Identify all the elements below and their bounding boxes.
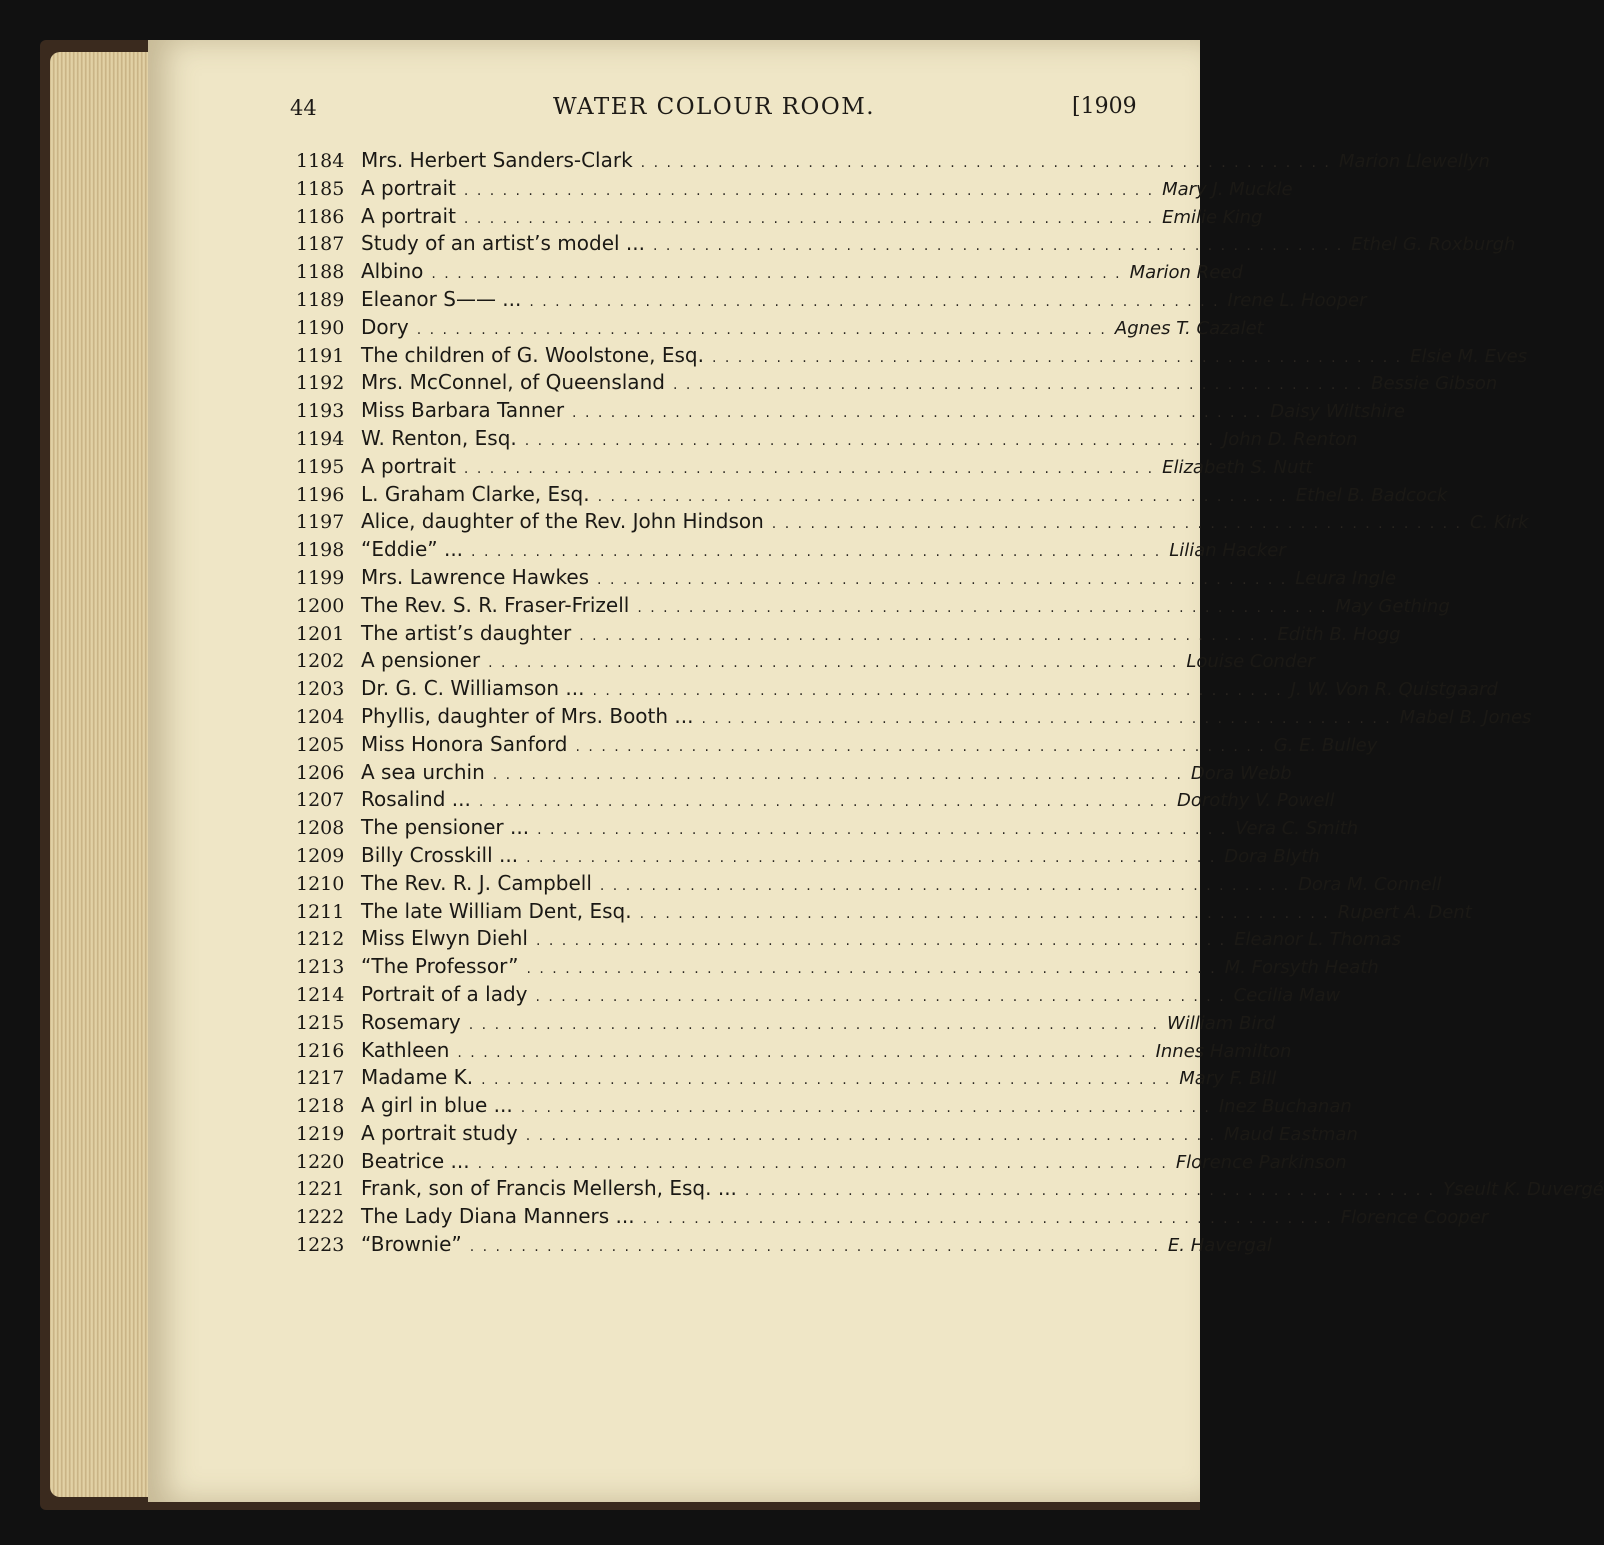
entry-title: Study of an artist’s model ... (361, 231, 646, 256)
dot-leader: . . . . . . . . . . . . . . . . . . . . . . . . . . . . . . . . . . . . . . . . . . . . . . . . . . . . . . (637, 599, 1328, 616)
entry-number: 1198 (296, 539, 345, 562)
entry-title: A portrait study (361, 1120, 518, 1145)
entry-title: “Eddie” ... (361, 537, 464, 562)
entry-number: 1185 (296, 177, 345, 200)
entry-artist: Dora M. Connell (1298, 873, 1442, 895)
catalogue-entry (296, 620, 1401, 649)
catalogue-entry (296, 926, 1401, 954)
entry-artist: Elsie M. Eves (1410, 345, 1528, 367)
entry-number: 1196 (296, 483, 345, 506)
dot-leader: . . . . . . . . . . . . . . . . . . . . . . . . . . . . . . . . . . . . . . . . . . . . . . . . . . . . . . (469, 1239, 1160, 1256)
catalogue-entry (296, 259, 1243, 287)
catalogue-entry (296, 481, 1448, 510)
dot-leader: . . . . . . . . . . . . . . . . . . . . . . . . . . . . . . . . . . . . . . . . . . . . . . . . . . . . . . (481, 1072, 1172, 1089)
entry-number: 1214 (296, 983, 345, 1006)
catalogue-entry (296, 564, 1397, 593)
entry-artist: Cecilia Maw (1233, 984, 1341, 1006)
running-head (148, 92, 1200, 132)
entry-artist: Lilian Hacker (1169, 540, 1286, 562)
entry-number: 1223 (296, 1234, 345, 1257)
dot-leader: . . . . . . . . . . . . . . . . . . . . . . . . . . . . . . . . . . . . . . . . . . . . . . . . . . . . . . (597, 571, 1288, 588)
catalogue-entry (296, 787, 1335, 815)
entry-number: 1193 (296, 400, 345, 423)
dot-leader: . . . . . . . . . . . . . . . . . . . . . . . . . . . . . . . . . . . . . . . . . . . . . . . . . . . . . . (471, 544, 1162, 561)
entry-artist: Dora Blyth (1224, 845, 1320, 867)
dot-leader: . . . . . . . . . . . . . . . . . . . . . . . . . . . . . . . . . . . . . . . . . . . . . . . . . . . . . . (597, 488, 1288, 505)
entry-title: Eleanor S—— ... (361, 286, 522, 311)
dot-leader: . . . . . . . . . . . . . . . . . . . . . . . . . . . . . . . . . . . . . . . . . . . . . . . . . . . . . . (526, 849, 1217, 866)
entry-title: Miss Barbara Tanner (361, 398, 565, 423)
catalogue-entry (296, 1148, 1347, 1177)
entry-number: 1188 (296, 261, 345, 284)
entry-artist: Louise Conder (1186, 651, 1315, 673)
entry-artist: May Gething (1335, 595, 1450, 617)
dot-leader: . . . . . . . . . . . . . . . . . . . . . . . . . . . . . . . . . . . . . . . . . . . . . . . . . . . . . . (592, 683, 1283, 700)
entry-number: 1201 (296, 622, 345, 645)
entry-title: A sea urchin (361, 759, 485, 784)
dot-leader: . . . . . . . . . . . . . . . . . . . . . . . . . . . . . . . . . . . . . . . . . . . . . . . . . . . . . . (416, 321, 1107, 338)
entry-artist: Ethel B. Badcock (1295, 484, 1448, 506)
entry-number: 1203 (296, 678, 345, 701)
entry-title: “Brownie” (361, 1232, 462, 1257)
entry-artist: Mabel B. Jones (1399, 706, 1532, 728)
catalogue-entry (296, 870, 1442, 899)
entry-title: Beatrice ... (361, 1148, 470, 1173)
dot-leader: . . . . . . . . . . . . . . . . . . . . . . . . . . . . . . . . . . . . . . . . . . . . . . . . . . . . . . (572, 405, 1263, 422)
entry-number: 1206 (296, 761, 345, 784)
entry-artist: William Bird (1166, 1012, 1276, 1034)
catalogue-entry (296, 1093, 1352, 1121)
entry-number: 1219 (296, 1122, 345, 1145)
entry-number: 1195 (296, 455, 345, 478)
entry-artist: C. Kirk (1469, 512, 1529, 534)
catalogue-page (148, 40, 1604, 1502)
dot-leader: . . . . . . . . . . . . . . . . . . . . . . . . . . . . . . . . . . . . . . . . . . . . . . . . . . . . . . (492, 766, 1183, 783)
entry-title: A portrait (361, 203, 456, 228)
entry-number: 1191 (296, 344, 345, 367)
dot-leader: . . . . . . . . . . . . . . . . . . . . . . . . . . . . . . . . . . . . . . . . . . . . . . . . . . . . . . (599, 877, 1291, 894)
entry-title: W. Renton, Esq. (361, 425, 517, 450)
entry-title: The pensioner ... (361, 815, 530, 840)
catalogue-entry (296, 898, 1472, 927)
entry-artist: Daisy Wiltshire (1270, 401, 1405, 423)
dot-leader: . . . . . . . . . . . . . . . . . . . . . . . . . . . . . . . . . . . . . . . . . . . . . . . . . . . . . . (463, 182, 1155, 199)
catalogue-entry (296, 954, 1379, 982)
entry-title: Alice, daughter of the Rev. John Hindson (361, 509, 764, 534)
entry-title: Frank, son of Francis Mellersh, Esq. ... (361, 1176, 737, 1201)
catalogue-entry (296, 175, 1293, 204)
entry-artist: Emilie King (1162, 206, 1263, 228)
entry-title: Portrait of a lady (361, 981, 528, 1006)
dot-leader: . . . . . . . . . . . . . . . . . . . . . . . . . . . . . . . . . . . . . . . . . . . . . . . . . . . . . . (642, 1211, 1333, 1228)
dot-leader: . . . . . . . . . . . . . . . . . . . . . . . . . . . . . . . . . . . . . . . . . . . . . . . . . . . . . . (457, 1044, 1148, 1061)
dot-leader: . . . . . . . . . . . . . . . . . . . . . . . . . . . . . . . . . . . . . . . . . . . . . . . . . . . . . . (744, 1183, 1436, 1200)
dot-leader: . . . . . . . . . . . . . . . . . . . . . . . . . . . . . . . . . . . . . . . . . . . . . . . . . . . . . . (701, 710, 1392, 727)
catalogue-entry (296, 370, 1498, 398)
section-title: WATER COLOUR ROOM. (553, 94, 876, 120)
entry-artist: Florence Parkinson (1175, 1151, 1347, 1173)
catalogue-entry (296, 1009, 1276, 1038)
entry-artist: Mary F. Bill (1179, 1068, 1277, 1090)
entry-title: The Rev. S. R. Fraser-Frizell (361, 592, 630, 617)
entry-title: “The Professor” (361, 954, 519, 979)
page-number: 44 (290, 96, 317, 120)
entry-title: Mrs. Herbert Sanders-Clark (361, 148, 633, 172)
entry-artist: Yseult K. Duvergé (1443, 1179, 1604, 1201)
entry-number: 1207 (296, 789, 345, 812)
catalogue-entry (296, 759, 1292, 788)
catalogue-entry (296, 148, 1490, 176)
dot-leader: . . . . . . . . . . . . . . . . . . . . . . . . . . . . . . . . . . . . . . . . . . . . . . . . . . . . . . (711, 349, 1403, 366)
catalogue-entry (296, 342, 1528, 371)
entry-artist: J. W. Von R. Quistgaard (1290, 679, 1498, 701)
catalogue-entry (296, 286, 1367, 315)
entry-title: L. Graham Clarke, Esq. (361, 481, 590, 506)
entry-number: 1199 (296, 566, 345, 589)
dot-leader: . . . . . . . . . . . . . . . . . . . . . . . . . . . . . . . . . . . . . . . . . . . . . . . . . . . . . . (537, 822, 1228, 839)
entry-number: 1209 (296, 844, 345, 867)
entry-number: 1202 (296, 650, 345, 673)
entry-number: 1192 (296, 372, 345, 395)
catalogue-entry (296, 425, 1358, 454)
entry-artist: Marion Reed (1129, 262, 1243, 284)
entry-number: 1222 (296, 1206, 345, 1229)
entry-artist: Marion Llewellyn (1338, 151, 1490, 172)
entry-artist: Irene L. Hooper (1227, 289, 1367, 311)
entry-number: 1194 (296, 427, 345, 450)
entry-artist: M. Forsyth Heath (1224, 957, 1379, 979)
entry-number: 1189 (296, 288, 345, 311)
entry-title: Dory (361, 314, 409, 339)
entry-artist: Agnes T. Cazalet (1114, 317, 1264, 339)
entry-title: Madame K. (361, 1065, 474, 1090)
dot-leader: . . . . . . . . . . . . . . . . . . . . . . . . . . . . . . . . . . . . . . . . . . . . . . . . . . . . . . (639, 905, 1330, 922)
entry-number: 1205 (296, 733, 345, 756)
entry-number: 1218 (296, 1095, 345, 1118)
entry-title: The late William Dent, Esq. (361, 898, 632, 923)
entry-title: Phyllis, daughter of Mrs. Booth ... (361, 703, 694, 728)
dot-leader: . . . . . . . . . . . . . . . . . . . . . . . . . . . . . . . . . . . . . . . . . . . . . . . . . . . . . . (771, 516, 1462, 533)
entry-artist: Innes Hamilton (1155, 1040, 1292, 1062)
catalogue-entry (296, 1120, 1358, 1149)
entry-artist: G. E. Bulley (1273, 734, 1378, 756)
entry-number: 1204 (296, 705, 345, 728)
entry-artist: Dorothy V. Powell (1177, 790, 1335, 812)
entry-title: Kathleen (361, 1037, 450, 1062)
entry-title: A pensioner (361, 648, 481, 673)
catalogue-entry (296, 648, 1315, 676)
entry-number: 1213 (296, 956, 345, 979)
catalogue-entries (296, 148, 1604, 1260)
year-marker: [1909 (1072, 94, 1137, 119)
catalogue-entry (296, 592, 1450, 621)
catalogue-entry (296, 398, 1405, 426)
entry-number: 1220 (296, 1150, 345, 1173)
entry-title: A girl in blue ... (361, 1093, 513, 1118)
catalogue-entry (296, 203, 1263, 232)
entry-title: The Lady Diana Manners ... (361, 1204, 635, 1229)
entry-number: 1211 (296, 900, 345, 923)
entry-title: Billy Crosskill ... (361, 842, 519, 867)
catalogue-entry (296, 815, 1359, 843)
entry-title: Mrs. McConnel, of Queensland (361, 370, 665, 395)
entry-number: 1210 (296, 872, 345, 895)
dot-leader: . . . . . . . . . . . . . . . . . . . . . . . . . . . . . . . . . . . . . . . . . . . . . . . . . . . . . . (488, 655, 1179, 672)
entry-artist: Maud Eastman (1223, 1123, 1358, 1145)
dot-leader: . . . . . . . . . . . . . . . . . . . . . . . . . . . . . . . . . . . . . . . . . . . . . . . . . . . . . . (477, 1155, 1168, 1172)
catalogue-entry (296, 509, 1529, 537)
entry-artist: Vera C. Smith (1235, 818, 1359, 840)
entry-title: Rosalind ... (361, 787, 471, 812)
entry-artist: Elizabeth S. Nutt (1162, 456, 1313, 478)
dot-leader: . . . . . . . . . . . . . . . . . . . . . . . . . . . . . . . . . . . . . . . . . . . . . . . . . . . . . . (468, 1016, 1159, 1033)
entry-title: Miss Honora Sanford (361, 731, 568, 756)
dot-leader: . . . . . . . . . . . . . . . . . . . . . . . . . . . . . . . . . . . . . . . . . . . . . . . . . . . . . . (431, 266, 1122, 283)
entry-artist: E. Havergal (1167, 1235, 1272, 1257)
entry-artist: Ethel G. Roxburgh (1351, 234, 1516, 256)
dot-leader: . . . . . . . . . . . . . . . . . . . . . . . . . . . . . . . . . . . . . . . . . . . . . . . . . . . . . . (535, 988, 1226, 1005)
catalogue-entry (296, 676, 1498, 704)
entry-title: Rosemary (361, 1009, 461, 1034)
entry-number: 1190 (296, 316, 345, 339)
entry-number: 1217 (296, 1067, 345, 1090)
entry-artist: John D. Renton (1222, 428, 1358, 450)
dot-leader: . . . . . . . . . . . . . . . . . . . . . . . . . . . . . . . . . . . . . . . . . . . . . . . . . . . . . . (529, 293, 1220, 310)
entry-number: 1215 (296, 1011, 345, 1034)
catalogue-entry (296, 981, 1341, 1010)
dot-leader: . . . . . . . . . . . . . . . . . . . . . . . . . . . . . . . . . . . . . . . . . . . . . . . . . . . . . . (524, 432, 1215, 449)
dot-leader: . . . . . . . . . . . . . . . . . . . . . . . . . . . . . . . . . . . . . . . . . . . . . . . . . . . . . . (653, 238, 1344, 255)
entry-title: A portrait (361, 175, 456, 200)
entry-artist: Inez Buchanan (1218, 1096, 1352, 1118)
entry-title: Dr. G. C. Williamson ... (361, 676, 585, 701)
entry-artist: Rupert A. Dent (1337, 901, 1472, 923)
entry-number: 1200 (296, 594, 345, 617)
catalogue-entry (296, 842, 1320, 871)
entry-number: 1184 (296, 150, 345, 172)
entry-title: A portrait (361, 453, 456, 478)
entry-artist: Mary J. Muckle (1162, 178, 1293, 200)
catalogue-entry (296, 703, 1532, 732)
dot-leader: . . . . . . . . . . . . . . . . . . . . . . . . . . . . . . . . . . . . . . . . . . . . . . . . . . . . . . (525, 1127, 1216, 1144)
dot-leader: . . . . . . . . . . . . . . . . . . . . . . . . . . . . . . . . . . . . . . . . . . . . . . . . . . . . . . (463, 460, 1155, 477)
dot-leader: . . . . . . . . . . . . . . . . . . . . . . . . . . . . . . . . . . . . . . . . . . . . . . . . . . . . . . (526, 961, 1217, 978)
entry-number: 1208 (296, 817, 345, 840)
page-fore-edge (50, 52, 150, 1497)
entry-title: The children of G. Woolstone, Esq. (361, 342, 704, 367)
catalogue-entry (296, 314, 1264, 343)
catalogue-entry (296, 731, 1378, 760)
entry-title: Miss Elwyn Diehl (361, 926, 528, 951)
dot-leader: . . . . . . . . . . . . . . . . . . . . . . . . . . . . . . . . . . . . . . . . . . . . . . . . . . . . . . (463, 210, 1155, 227)
dot-leader: . . . . . . . . . . . . . . . . . . . . . . . . . . . . . . . . . . . . . . . . . . . . . . . . . . . . . . (672, 377, 1364, 394)
catalogue-entry (296, 1065, 1277, 1093)
dot-leader: . . . . . . . . . . . . . . . . . . . . . . . . . . . . . . . . . . . . . . . . . . . . . . . . . . . . . . (640, 155, 1331, 171)
entry-title: The artist’s daughter (361, 620, 572, 645)
dot-leader: . . . . . . . . . . . . . . . . . . . . . . . . . . . . . . . . . . . . . . . . . . . . . . . . . . . . . . (478, 794, 1169, 811)
entry-title: Mrs. Lawrence Hawkes (361, 564, 590, 589)
entry-number: 1187 (296, 233, 345, 256)
entry-title: The Rev. R. J. Campbell (361, 870, 592, 895)
catalogue-entry (296, 1037, 1292, 1066)
entry-artist: Eleanor L. Thomas (1234, 929, 1401, 951)
catalogue-entry (296, 1176, 1604, 1204)
catalogue-entry (296, 231, 1516, 259)
entry-artist: Dora Webb (1190, 762, 1292, 784)
catalogue-entry (296, 1232, 1272, 1260)
dot-leader: . . . . . . . . . . . . . . . . . . . . . . . . . . . . . . . . . . . . . . . . . . . . . . . . . . . . . . (535, 933, 1227, 950)
entry-number: 1197 (296, 511, 345, 534)
catalogue-entry (296, 1204, 1489, 1232)
catalogue-entry (296, 537, 1286, 565)
entry-artist: Leura Ingle (1295, 567, 1397, 589)
entry-artist: Edith B. Hogg (1277, 623, 1401, 645)
catalogue-entry (296, 453, 1313, 482)
entry-artist: Bessie Gibson (1371, 373, 1498, 395)
entry-number: 1216 (296, 1039, 345, 1062)
dot-leader: . . . . . . . . . . . . . . . . . . . . . . . . . . . . . . . . . . . . . . . . . . . . . . . . . . . . . . (579, 627, 1270, 644)
dot-leader: . . . . . . . . . . . . . . . . . . . . . . . . . . . . . . . . . . . . . . . . . . . . . . . . . . . . . . (575, 738, 1266, 755)
entry-number: 1212 (296, 928, 345, 951)
entry-artist: Florence Cooper (1340, 1207, 1489, 1229)
entry-number: 1186 (296, 205, 345, 228)
dot-leader: . . . . . . . . . . . . . . . . . . . . . . . . . . . . . . . . . . . . . . . . . . . . . . . . . . . . . . (520, 1100, 1211, 1117)
entry-number: 1221 (296, 1178, 345, 1201)
entry-title: Albino (361, 259, 424, 284)
